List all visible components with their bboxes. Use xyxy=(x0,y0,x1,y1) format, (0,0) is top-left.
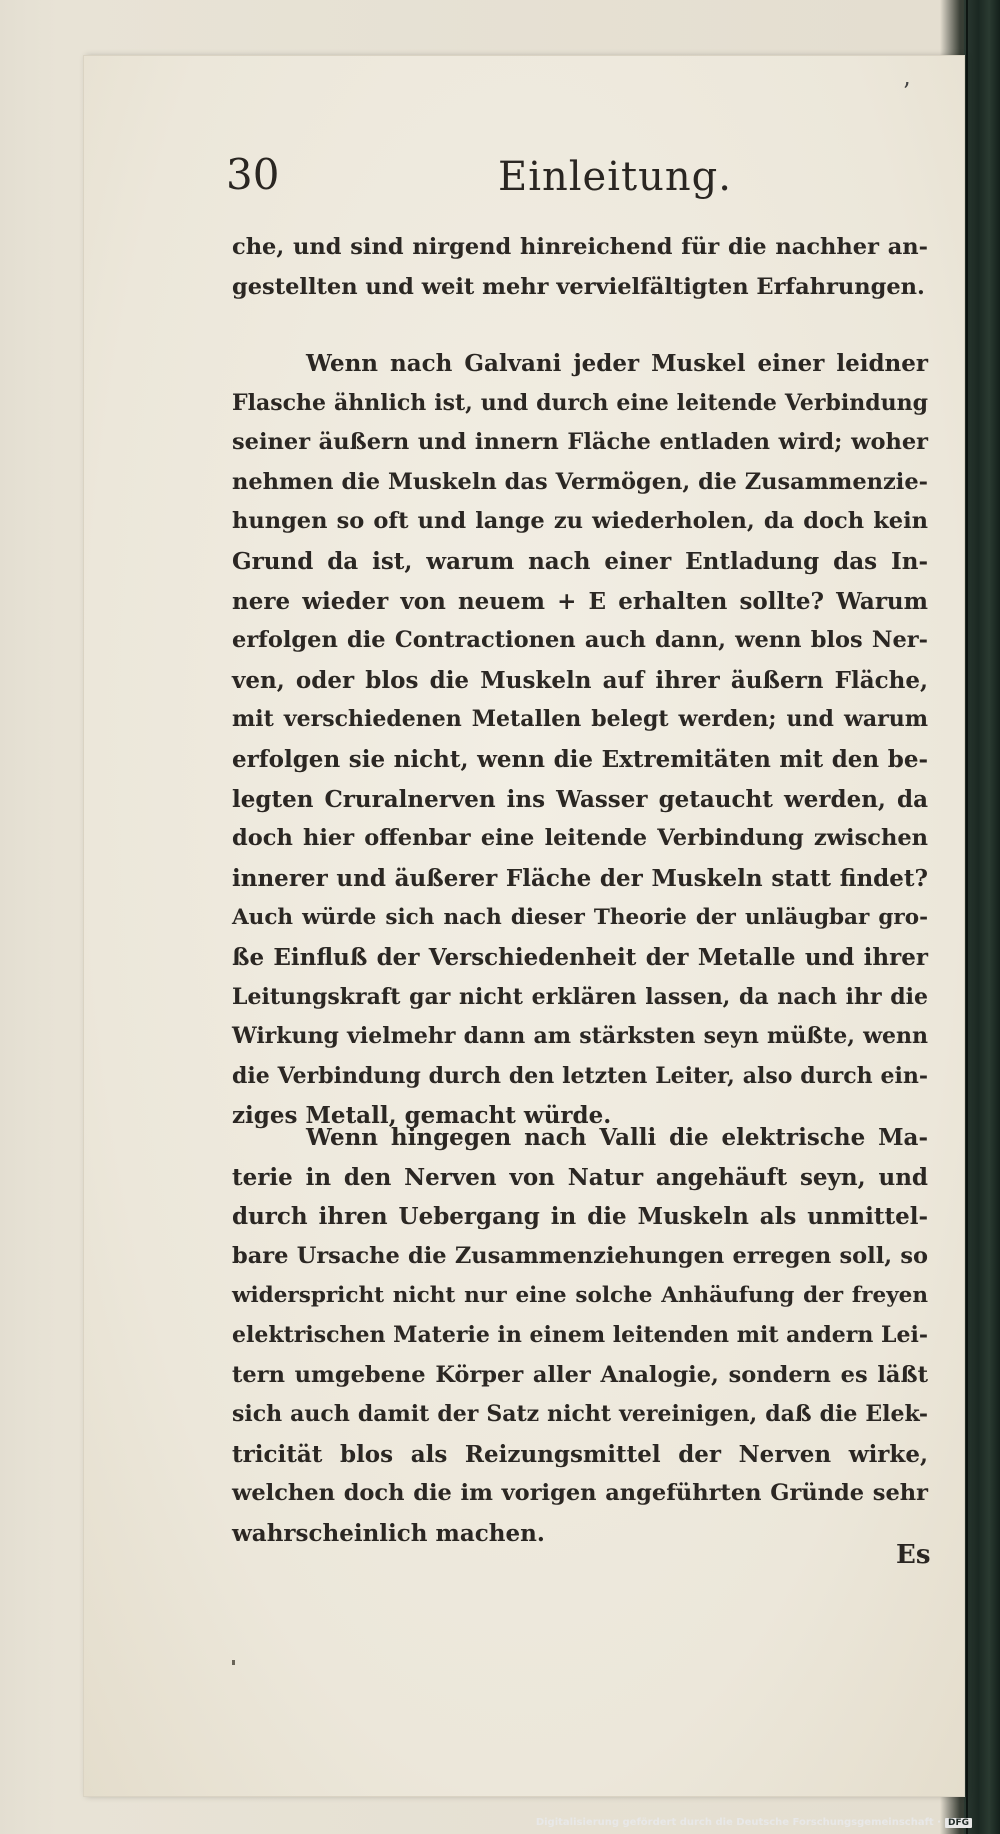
text-line: durch ihren Uebergang in die Muskeln als unmittel- xyxy=(232,1203,928,1231)
text-line: erfolgen sie nicht, wenn die Extremitäten mit den be- xyxy=(232,745,928,773)
text-line: nehmen die Muskeln das Vermögen, die Zusammenzie- xyxy=(232,468,928,495)
catchword: Es xyxy=(896,1540,931,1570)
text-line: che, und sind nirgend hinreichend für die nachher an- xyxy=(232,234,928,260)
text-line: ven, oder blos die Muskeln auf ihrer äußern Fläche, xyxy=(232,666,928,694)
text-line: Auch würde sich nach dieser Theorie der unläugbar gro- xyxy=(232,905,928,931)
text-line: tricität blos als Reizungsmittel der Nerven wirke, xyxy=(232,1440,928,1468)
paragraph-1 xyxy=(232,228,928,307)
credit-text: Digitalisierung gefördert durch die Deutsche Forschungsgemeinschaft · xyxy=(535,1817,941,1828)
text-line: sich auch damit der Satz nicht vereinigen, daß die Elek- xyxy=(232,1401,928,1428)
text-line: ße Einfluß der Verschiedenheit der Metalle und ihrer xyxy=(232,943,928,971)
pencil-mark: ʼ xyxy=(902,78,910,106)
text-line: hungen so oft und lange zu wiederholen, da doch kein xyxy=(232,508,928,535)
text-line: nere wieder von neuem + E erhalten sollte? Warum xyxy=(232,587,928,615)
text-line: seiner äußern und innern Fläche entladen wird; woher xyxy=(232,429,928,456)
text-line: Grund da ist, warum nach einer Entladung das In- xyxy=(232,547,928,575)
text-line: Wirkung vielmehr dann am stärksten seyn müßte, wenn xyxy=(232,1023,928,1050)
page-header xyxy=(226,150,926,210)
text-line: elektrischen Materie in einem leitenden mit andern Lei- xyxy=(232,1321,928,1348)
text-line: die Verbindung durch den letzten Leiter, also durch ein- xyxy=(232,1062,928,1089)
text-line: legten Cruralnerven ins Wasser getaucht werden, da xyxy=(232,785,928,813)
book-edge-line xyxy=(966,0,968,1834)
text-line: tern umgebene Körper aller Analogie, sondern es läßt xyxy=(232,1361,928,1388)
text-line: ziges Metall, gemacht würde. xyxy=(232,1102,612,1130)
running-title: Einleitung. xyxy=(498,154,732,200)
text-line: Leitungskraft gar nicht erklären lassen, da nach ihr die xyxy=(232,983,928,1010)
text-line: mit verschiedenen Metallen belegt werden; und warum xyxy=(232,706,928,733)
text-line: wahrscheinlich machen. xyxy=(232,1519,545,1547)
text-line: bare Ursache die Zusammenziehungen erregen soll, so xyxy=(232,1242,928,1269)
paragraph-3 xyxy=(232,1118,928,1554)
page-number: 30 xyxy=(226,150,280,199)
text-line: terie in den Nerven von Natur angehäuft seyn, und xyxy=(232,1163,928,1191)
text-line: Wenn nach Galvani jeder Muskel einer leidner xyxy=(306,350,928,377)
text-line: gestellten und weit mehr vervielfältigten Erfahrungen. xyxy=(232,273,925,300)
text-line: welchen doch die im vorigen angeführten Gründe sehr xyxy=(232,1480,928,1507)
paragraph-2 xyxy=(232,344,928,1136)
text-line: widerspricht nicht nur eine solche Anhäufung der freyen xyxy=(232,1283,928,1309)
digitization-credit xyxy=(536,1817,972,1828)
text-line: innerer und äußerer Fläche der Muskeln statt findet? xyxy=(232,864,928,892)
text-line: Wenn hingegen nach Valli die elektrische Ma- xyxy=(306,1124,928,1151)
dfg-logo: DFG xyxy=(945,1818,972,1828)
book-edge xyxy=(964,0,1000,1834)
text-line: Flasche ähnlich ist, und durch eine leitende Verbindung xyxy=(232,389,928,416)
text-line: doch hier offenbar eine leitende Verbindung zwischen xyxy=(232,825,928,852)
text-line: erfolgen die Contractionen auch dann, wenn blos Ner- xyxy=(232,627,928,654)
ink-speck xyxy=(232,1660,235,1665)
